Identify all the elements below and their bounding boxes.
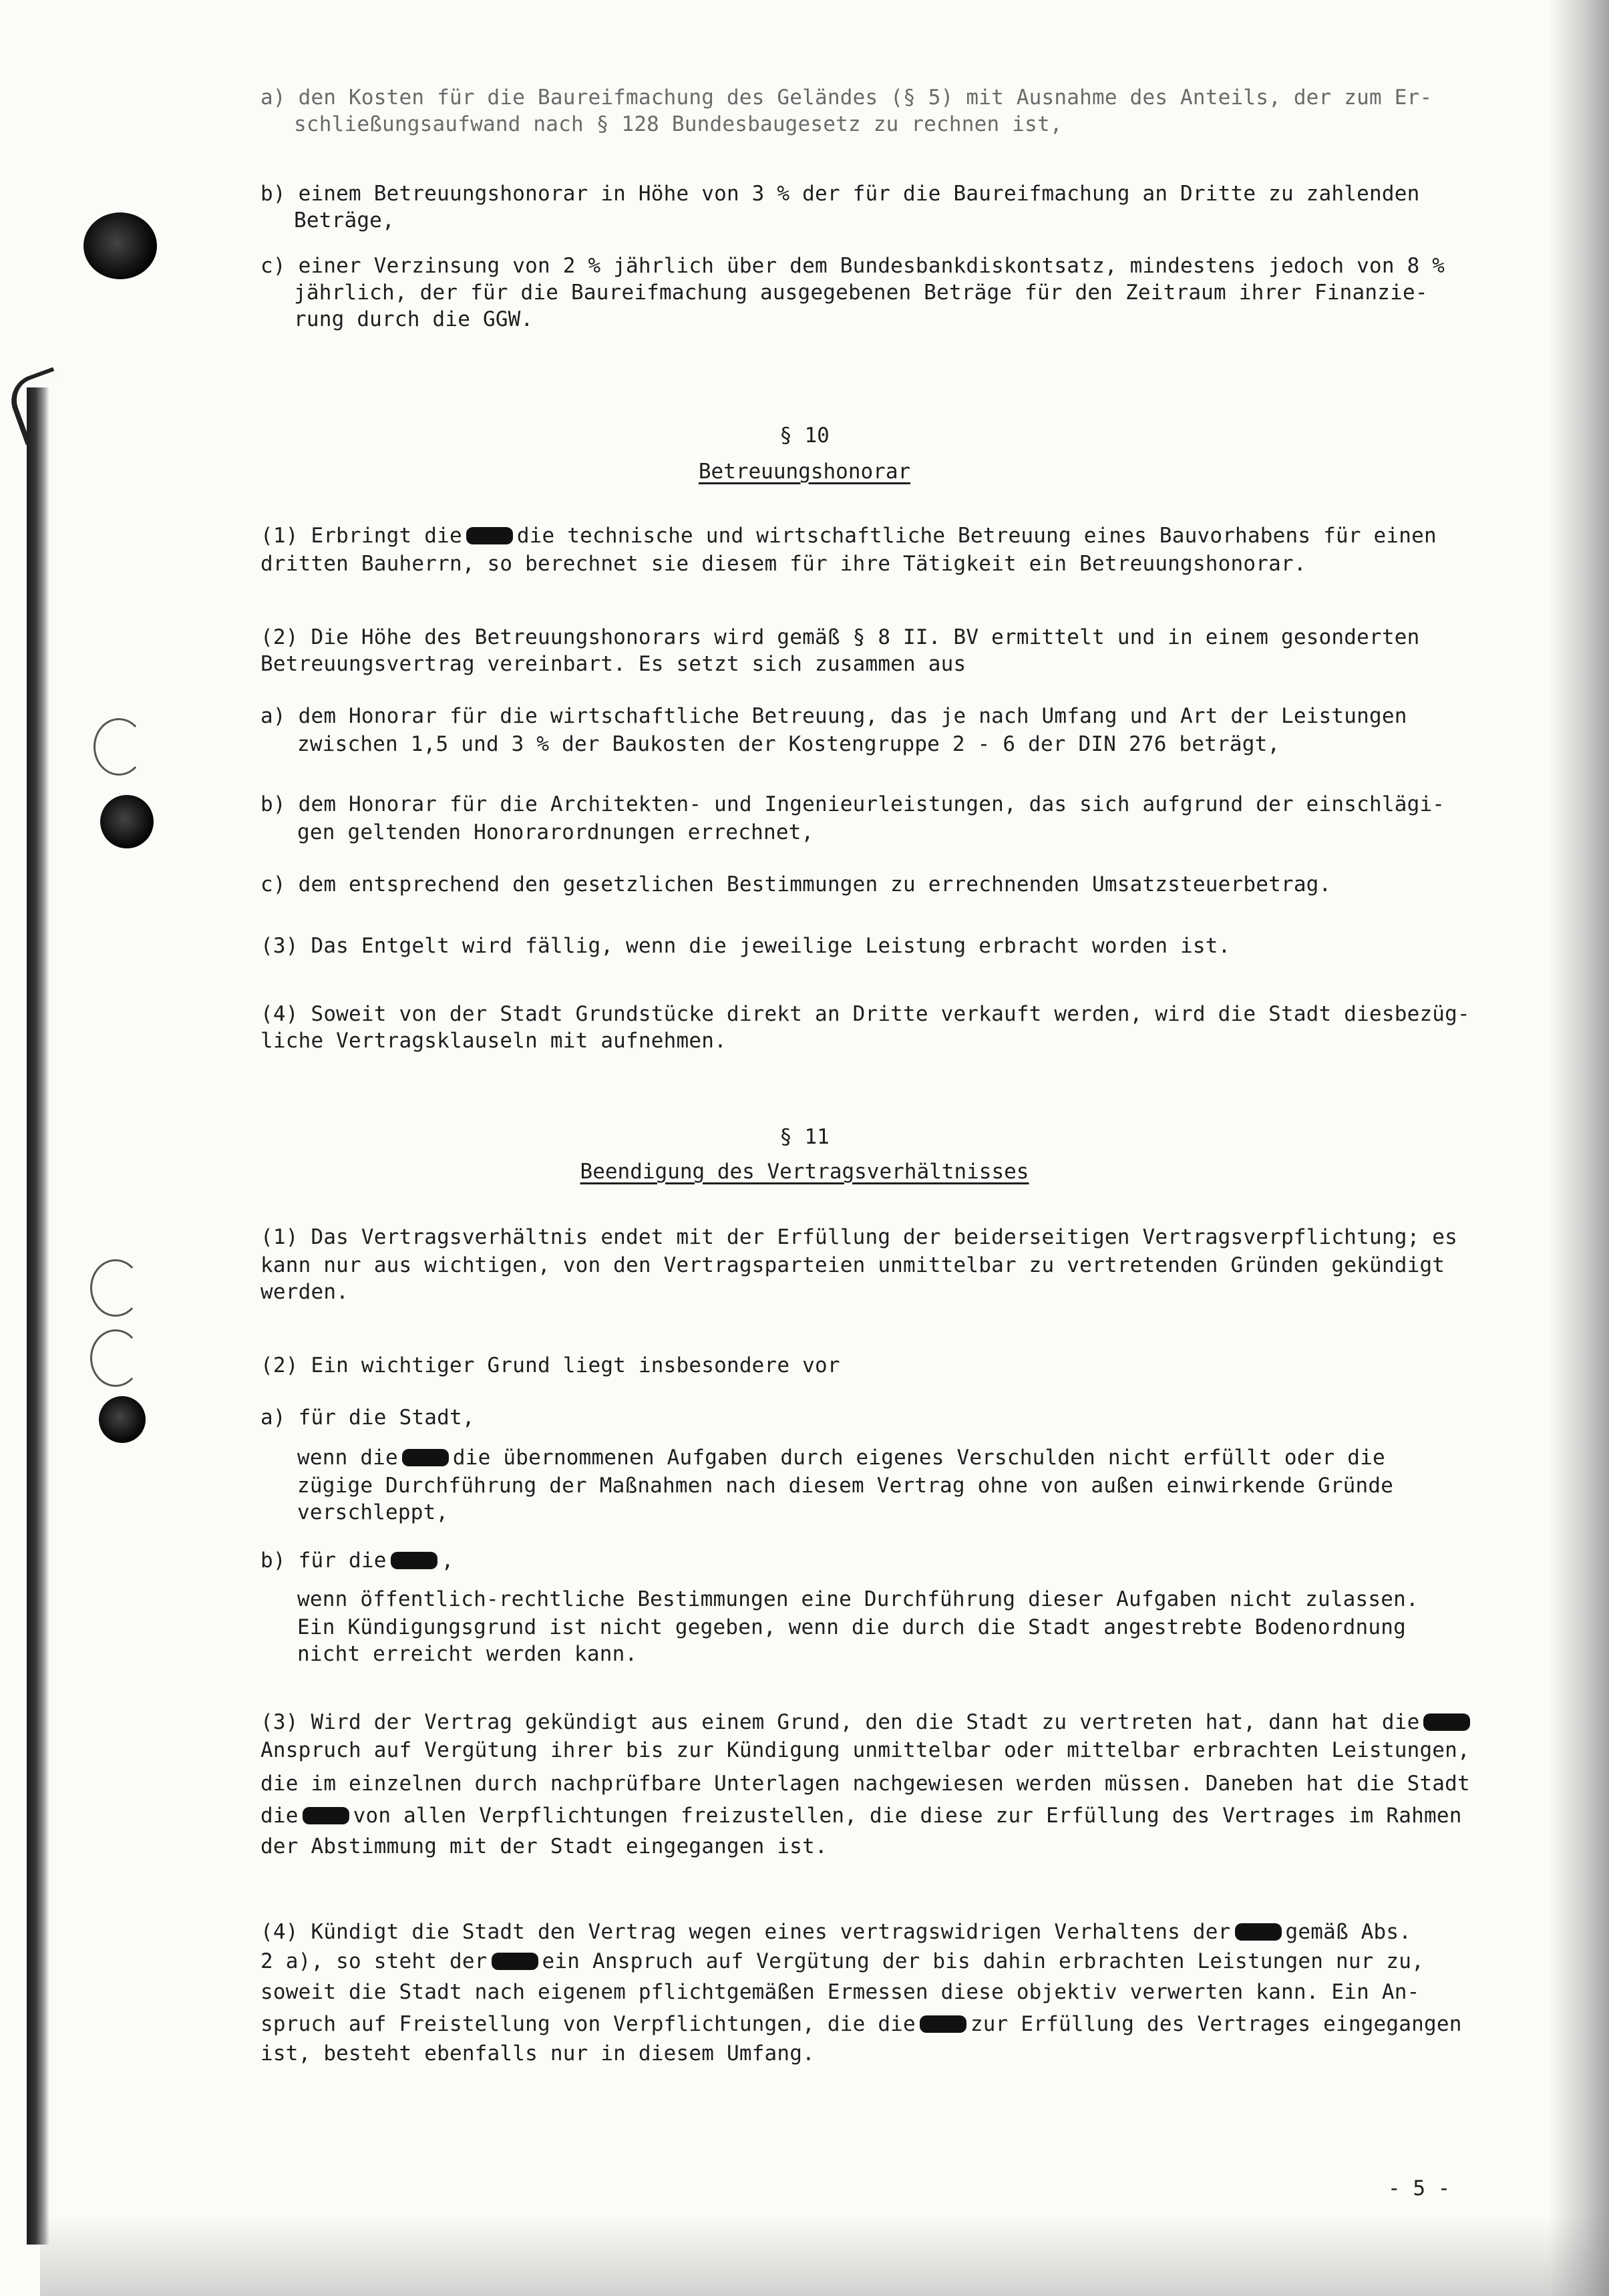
text-line bbox=[260, 1804, 1462, 1828]
text-line: Anspruch auf Vergütung ihrer bis zur Kündigung unmittelbar oder mittelbar erbrachten Leistungen, bbox=[260, 1738, 1470, 1762]
text-line: zwischen 1,5 und 3 % der Baukosten der Kostengruppe 2 - 6 der DIN 276 beträgt, bbox=[297, 732, 1280, 756]
text-fragment: (4) Kündigt die Stadt den Vertrag wegen eines vertragswidrigen Verhaltens der bbox=[260, 1920, 1231, 1944]
text-line bbox=[297, 1446, 1385, 1470]
scan-bottom-edge-shadow bbox=[40, 2216, 1609, 2296]
text-line: Betreuungsvertrag vereinbart. Es setzt sich zusammen aus bbox=[260, 652, 966, 676]
text-line: zügige Durchführung der Maßnahmen nach diesem Vertrag ohne von außen einwirkende Gründe bbox=[297, 1474, 1394, 1498]
text-line: der Abstimmung mit der Stadt eingegangen ist. bbox=[260, 1834, 828, 1858]
text-fragment: ein Anspruch auf Vergütung der bis dahin erbrachten Leistungen nur zu, bbox=[542, 1949, 1424, 1973]
punch-hole bbox=[100, 795, 154, 848]
text-line: nicht erreicht werden kann. bbox=[297, 1642, 638, 1666]
text-line: soweit die Stadt nach eigenem pflichtgemäßen Ermessen diese objektiv verwerten kann. Ein An- bbox=[260, 1980, 1420, 2004]
text-line bbox=[260, 524, 1437, 548]
text-line: rung durch die GGW. bbox=[294, 307, 534, 331]
text-line: a) den Kosten für die Baureifmachung des Geländes (§ 5) mit Ausnahme des Anteils, der zum Er- bbox=[260, 86, 1433, 110]
text-fragment: spruch auf Freistellung von Verpflichtungen, die die bbox=[260, 2012, 916, 2036]
punch-hole-outline bbox=[94, 718, 144, 776]
text-line: jährlich, der für die Baureifmachung ausgegebenen Beträge für den Zeitraum ihrer Finanzie- bbox=[294, 281, 1428, 305]
text-line: schließungsaufwand nach § 128 Bundesbaugesetz zu rechnen ist, bbox=[294, 112, 1063, 136]
section-number: § 11 bbox=[779, 1125, 830, 1149]
text-line: Ein Kündigungsgrund ist nicht gegeben, wenn die durch die Stadt angestrebte Bodenordnung bbox=[297, 1615, 1406, 1639]
text-line bbox=[260, 2012, 1462, 2036]
text-line: ist, besteht ebenfalls nur in diesem Umfang. bbox=[260, 2041, 815, 2066]
redaction-mark bbox=[303, 1807, 349, 1824]
section-number: § 10 bbox=[779, 424, 830, 448]
text-fragment: b) für die bbox=[260, 1548, 387, 1573]
text-line: b) einem Betreuungshonorar in Höhe von 3 % der für die Baureifmachung an Dritte zu zahlenden bbox=[260, 182, 1420, 206]
text-line: dritten Bauherrn, so berechnet sie diesem für ihre Tätigkeit ein Betreuungshonorar. bbox=[260, 552, 1306, 576]
text-line: Beträge, bbox=[294, 208, 395, 232]
text-fragment: die technische und wirtschaftliche Betreuung eines Bauvorhabens für einen bbox=[516, 524, 1437, 548]
page-number: - 5 - bbox=[1388, 2176, 1451, 2200]
text-line: c) dem entsprechend den gesetzlichen Bestimmungen zu errechnenden Umsatzsteuerbetrag. bbox=[260, 872, 1332, 896]
text-fragment: die bbox=[260, 1804, 299, 1828]
text-line: (1) Das Vertragsverhältnis endet mit der Erfüllung der beiderseitigen Vertragsverpflichtung; es bbox=[260, 1225, 1458, 1249]
section-title: Betreuungshonorar bbox=[698, 460, 911, 484]
text-fragment: gemäß Abs. bbox=[1285, 1920, 1412, 1944]
punch-hole bbox=[99, 1396, 146, 1443]
text-line: wenn öffentlich-rechtliche Bestimmungen eine Durchführung dieser Aufgaben nicht zulassen. bbox=[297, 1587, 1419, 1611]
text-fragment: wenn die bbox=[297, 1446, 398, 1470]
punch-hole-outline bbox=[90, 1329, 141, 1387]
text-line: (2) Die Höhe des Betreuungshonorars wird gemäß § 8 II. BV ermittelt und in einem gesonderten bbox=[260, 625, 1420, 649]
text-line: gen geltenden Honorarordnungen errechnet, bbox=[297, 820, 814, 844]
text-line: liche Vertragsklauseln mit aufnehmen. bbox=[260, 1029, 727, 1053]
text-fragment: , bbox=[441, 1548, 454, 1573]
redaction-mark bbox=[402, 1449, 449, 1466]
redaction-mark bbox=[1423, 1713, 1470, 1731]
text-fragment: die übernommenen Aufgaben durch eigenes Verschulden nicht erfüllt oder die bbox=[452, 1446, 1385, 1470]
text-fragment: von allen Verpflichtungen freizustellen, die diese zur Erfüllung des Vertrages im Rahmen bbox=[353, 1804, 1462, 1828]
redaction-mark bbox=[492, 1953, 538, 1970]
text-line: kann nur aus wichtigen, von den Vertragsparteien unmittelbar zu vertretenden Gründen gekündigt bbox=[260, 1253, 1445, 1277]
text-line bbox=[260, 1710, 1474, 1734]
text-line: a) für die Stadt, bbox=[260, 1406, 475, 1430]
section-title: Beendigung des Vertragsverhältnisses bbox=[580, 1160, 1029, 1184]
punch-hole-outline bbox=[90, 1259, 141, 1317]
text-line: werden. bbox=[260, 1280, 349, 1304]
text-line: c) einer Verzinsung von 2 % jährlich über dem Bundesbankdiskontsatz, mindestens jedoch von 8 % bbox=[260, 254, 1445, 278]
punch-hole bbox=[83, 212, 157, 279]
text-fragment: (3) Wird der Vertrag gekündigt aus einem Grund, den die Stadt zu vertreten hat, dann hat die bbox=[260, 1710, 1420, 1734]
text-line: a) dem Honorar für die wirtschaftliche Betreuung, das je nach Umfang und Art der Leistungen bbox=[260, 704, 1407, 728]
redaction-mark bbox=[466, 527, 513, 544]
scan-binding-shadow bbox=[27, 387, 49, 2245]
text-fragment: 2 a), so steht der bbox=[260, 1949, 488, 1973]
text-line: verschleppt, bbox=[297, 1500, 449, 1524]
text-line: die im einzelnen durch nachprüfbare Unterlagen nachgewiesen werden müssen. Daneben hat die Stadt bbox=[260, 1772, 1470, 1796]
redaction-mark bbox=[1235, 1923, 1282, 1941]
text-line: b) dem Honorar für die Architekten- und Ingenieurleistungen, das sich aufgrund der einschlägi- bbox=[260, 792, 1445, 816]
text-line: (4) Soweit von der Stadt Grundstücke direkt an Dritte verkauft werden, wird die Stadt diesbezüg- bbox=[260, 1002, 1470, 1026]
text-line bbox=[260, 1548, 454, 1573]
text-line bbox=[260, 1949, 1424, 1973]
text-fragment: zur Erfüllung des Vertrages eingegangen bbox=[970, 2012, 1462, 2036]
text-line: (3) Das Entgelt wird fällig, wenn die jeweilige Leistung erbracht worden ist. bbox=[260, 934, 1231, 958]
redaction-mark bbox=[391, 1552, 437, 1569]
redaction-mark bbox=[920, 2015, 966, 2033]
text-line bbox=[260, 1920, 1411, 1944]
text-line: (2) Ein wichtiger Grund liegt insbesondere vor bbox=[260, 1353, 840, 1377]
text-fragment: (1) Erbringt die bbox=[260, 524, 462, 548]
